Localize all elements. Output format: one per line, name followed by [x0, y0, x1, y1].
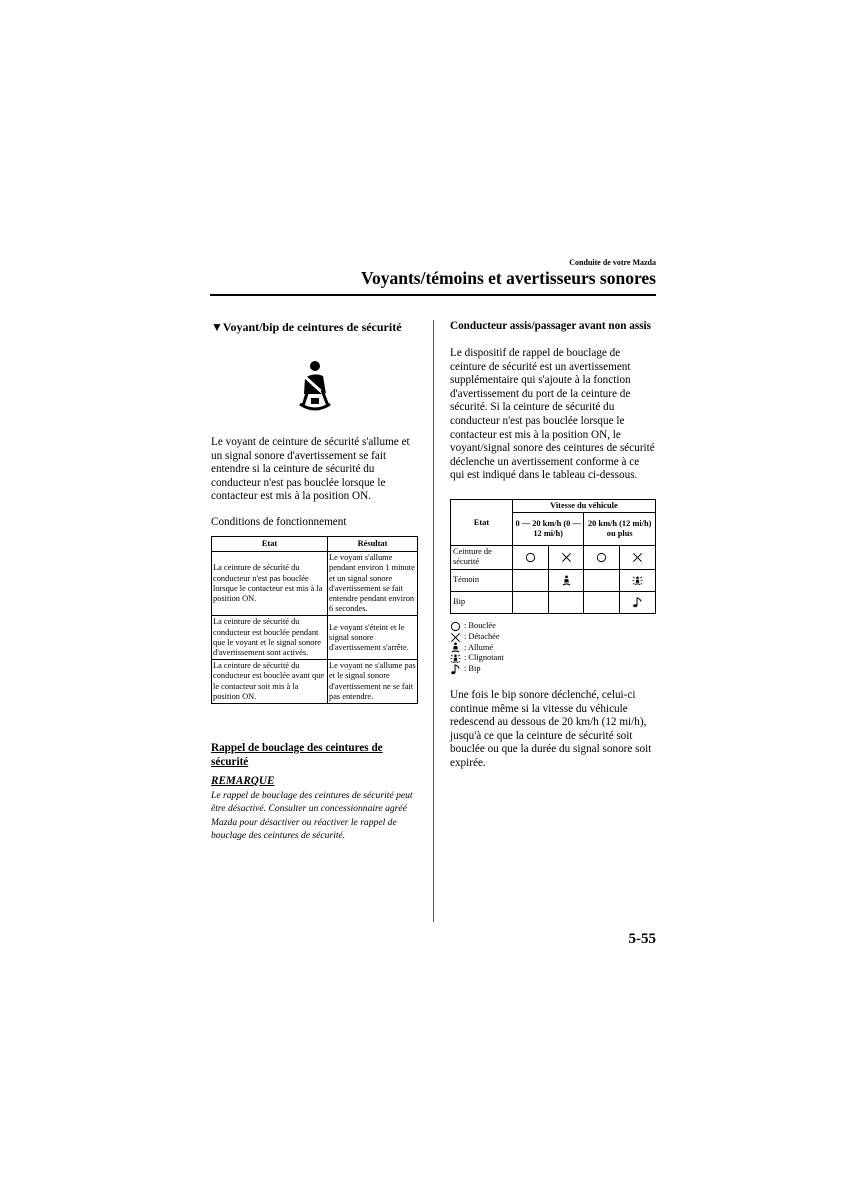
table-cell: Le voyant s'éteint et le signal sonore d'avertissement s'arrête.	[328, 616, 418, 660]
conditions-table	[211, 536, 418, 704]
row-label: Témoin	[451, 569, 513, 591]
section-label: Conduite de votre Mazda	[569, 258, 656, 267]
title-rule	[210, 294, 656, 296]
table-cell: La ceinture de sécurité du conducteur est bouclée avant que le contacteur soit mis à la position ON.	[212, 660, 328, 704]
symbol-cell	[584, 546, 620, 569]
header-resultat: Résultat	[328, 537, 418, 552]
header-range-low: 0 — 20 km/h (0 — 12 mi/h)	[512, 513, 584, 546]
cross-icon	[632, 552, 643, 563]
table-row	[212, 616, 418, 660]
table-header-row	[451, 500, 656, 513]
seatbelt-lit-icon	[561, 575, 572, 586]
rappel-heading: Rappel de bouclage des ceintures de sécurité	[211, 742, 383, 768]
table-row	[451, 546, 656, 569]
table-header-row	[212, 537, 418, 552]
header-etat: Etat	[212, 537, 328, 552]
remarque-heading: REMARQUE	[211, 775, 275, 787]
table-row	[451, 569, 656, 591]
cross-icon	[561, 552, 572, 563]
symbol-cell	[548, 591, 584, 613]
legend-label: : Clignotant	[464, 653, 504, 663]
table-cell: La ceinture de sécurité du conducteur n'est pas bouclée lorsque le contacteur est mis à la position ON.	[212, 552, 328, 616]
symbol-cell	[620, 546, 656, 569]
seatbelt-blink-icon	[450, 653, 461, 664]
symbol-cell	[548, 546, 584, 569]
paragraph-bip: Une fois le bip sonore déclenché, celui-ci continue même si la vitesse du véhicule redescend au dessous de 20 km/h (12 mi/h), jusqu'à ce que la ceinture de sécurité soit bouclée ou que la durée du signal sonore soit expirée.	[450, 689, 652, 769]
conditions-label: Conditions de fonctionnement	[211, 516, 347, 528]
legend	[450, 621, 504, 675]
beep-note-icon	[450, 664, 461, 675]
row-label: Bip	[451, 591, 513, 613]
legend-label: : Détachée	[464, 631, 500, 641]
speed-table	[450, 499, 656, 614]
remarque-text: Le rappel de bouclage des ceintures de sécurité peut être désactivé. Consulter un concessionnaire agréé Mazda pour désactiver ou réactiver le rappel de bouclage des ceintures de sécurité.	[211, 790, 413, 842]
column-divider	[433, 320, 434, 922]
table-cell: Le voyant s'allume pendant environ 1 minute et un signal sonore d'avertissement se fait entendre pendant environ 6 secondes.	[328, 552, 418, 616]
seatbelt-blink-icon	[632, 575, 643, 586]
legend-item	[450, 653, 504, 664]
symbol-cell	[584, 569, 620, 591]
legend-item	[450, 643, 504, 654]
header-vitesse: Vitesse du véhicule	[512, 500, 655, 513]
seatbelt-lit-icon	[450, 642, 461, 653]
beep-note-icon	[632, 597, 643, 608]
table-row	[451, 591, 656, 613]
circle-icon	[596, 552, 607, 563]
page-title: Voyants/témoins et avertisseurs sonores	[360, 268, 656, 288]
table-cell: Le voyant ne s'allume pas et le signal sonore d'avertissement ne se fait pas entendre.	[328, 660, 418, 704]
header-range-high: 20 km/h (12 mi/h) ou plus	[584, 513, 656, 546]
circle-icon	[450, 621, 461, 632]
condition-heading: Conducteur assis/passager avant non assis	[450, 320, 652, 332]
legend-label: : Bouclée	[464, 621, 496, 630]
symbol-cell	[548, 569, 584, 591]
symbol-cell	[512, 591, 548, 613]
symbol-cell	[512, 569, 548, 591]
paragraph-description: Le dispositif de rappel de bouclage de ceinture de sécurité est un avertissement supplémentaire qui s'ajoute à la fonction d'avertissement du port de la ceinture de sécurité. Si la ceinture de sécurité du conducteur n'est pas bouclée lorsque le contacteur est mis à la position ON, le voyant/signal sonore des ceintures de sécurité déclenche un avertissement conforme à ce qui est indiqué dans le tableau ci-dessous.	[450, 347, 655, 482]
legend-label: : Bip	[464, 664, 481, 674]
legend-label: : Allumé	[464, 642, 494, 652]
cross-icon	[450, 632, 461, 643]
paragraph-intro: Le voyant de ceinture de sécurité s'allume et un signal sonore d'avertissement se fait entendre si la ceinture de sécurité du conducteur n'est pas bouclée lorsque le contacteur est mis à la position ON.	[211, 436, 410, 503]
header-etat: Etat	[451, 500, 513, 546]
table-cell: La ceinture de sécurité du conducteur est bouclée pendant que le voyant et le signal sonore d'avertissement sont activés.	[212, 616, 328, 660]
symbol-cell	[584, 591, 620, 613]
symbol-cell	[620, 591, 656, 613]
row-label: Ceinture de sécurité	[451, 546, 513, 569]
table-row	[212, 552, 418, 616]
symbol-cell	[512, 546, 548, 569]
table-row	[212, 660, 418, 704]
page-number: 5-55	[628, 931, 656, 947]
legend-item	[450, 664, 504, 675]
legend-item	[450, 621, 504, 632]
legend-item	[450, 632, 504, 643]
subheading: ▼Voyant/bip de ceintures de sécurité	[211, 320, 402, 334]
symbol-cell	[620, 569, 656, 591]
circle-icon	[525, 552, 536, 563]
seatbelt-warning-icon	[290, 360, 336, 412]
